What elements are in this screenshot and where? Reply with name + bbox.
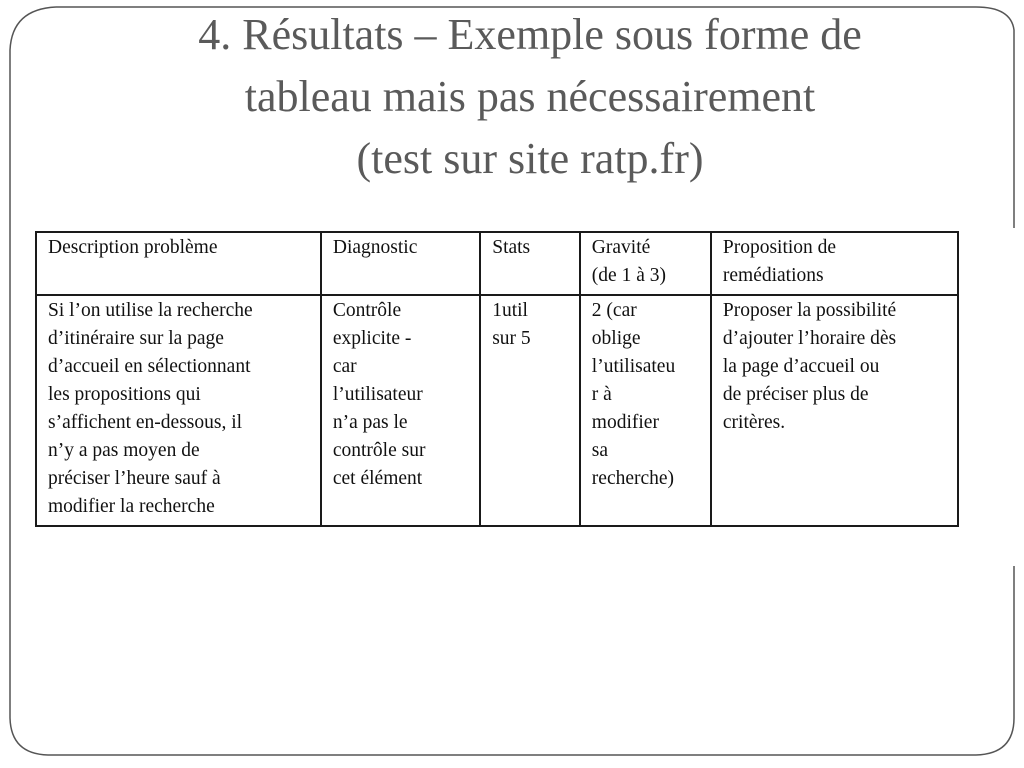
cell-description: Si l’on utilise la recherche d’itinéraire sur la page d’accueil en sélectionnant les propositions qui s’affichent en-dessous, il n’y a pas moyen de préciser l’heure sauf à modifier la recherche [36,295,321,526]
slide-title [60,4,1000,190]
cell-remediation: Proposer la possibilité d’ajouter l’horaire dès la page d’accueil ou de préciser plus de critères. [711,295,958,526]
table-row [36,295,958,526]
cell-stats: 1util sur 5 [480,295,580,526]
header-stats: Stats [480,232,580,295]
table-header-row [36,232,958,295]
header-gravity: Gravité (de 1 à 3) [580,232,711,295]
results-table [35,231,959,527]
header-description: Description problème [36,232,321,295]
cell-diagnostic: Contrôle explicite - car l’utilisateur n’a pas le contrôle sur cet élément [321,295,480,526]
header-diagnostic: Diagnostic [321,232,480,295]
cell-gravity: 2 (car oblige l’utilisateu r à modifier sa recherche) [580,295,711,526]
header-remediation: Proposition de remédiations [711,232,958,295]
title-line: (test sur site ratp.fr) [356,134,704,183]
title-line: 4. Résultats – Exemple sous forme de [198,10,862,59]
title-line: tableau mais pas nécessairement [244,72,816,121]
